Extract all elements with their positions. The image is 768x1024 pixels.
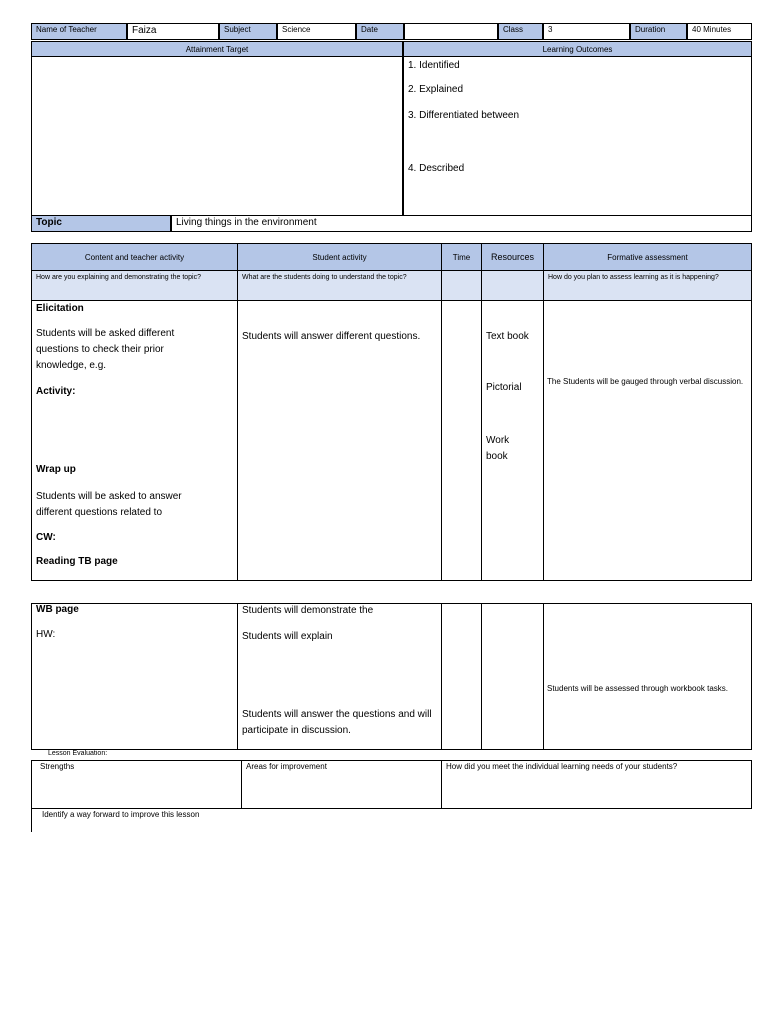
hw-label: HW:	[36, 629, 56, 640]
content-cell-2	[31, 603, 238, 750]
reading-tb-page: Reading TB page	[36, 556, 118, 567]
formative-text-2: Students will be assessed through workbook tasks.	[547, 684, 728, 693]
areas-label: Areas for improvement	[246, 762, 327, 771]
q-student: What are the students doing to understand the topic?	[237, 270, 442, 301]
col-time-header: Time	[441, 243, 482, 271]
date-value	[404, 23, 498, 40]
formative-text: The Students will be gauged through verbal discussion.	[547, 377, 744, 386]
subject-value: Science	[277, 23, 356, 40]
outcome-3: 3. Differentiated between	[408, 110, 520, 121]
student-activity-text: Students will answer different questions.	[242, 331, 421, 342]
wrap-up-heading: Wrap up	[36, 464, 76, 475]
resources-cell-2	[481, 603, 544, 750]
col-student-header: Student activity	[237, 243, 442, 271]
wrap-up-text: Students will be asked to answer different questions related to	[36, 491, 182, 518]
elicitation-text: Students will be asked different questions to check their prior knowledge, e.g.	[36, 328, 175, 371]
activity-heading: Activity:	[36, 386, 76, 397]
elicitation-heading: Elicitation	[36, 303, 84, 314]
student-answer-text: Students will answer the questions and will participate in discussion.	[242, 709, 432, 736]
col-formative-header: Formative assessment	[543, 243, 752, 271]
class-label: Class	[498, 23, 543, 40]
forward-left-border	[31, 808, 32, 832]
class-value: 3	[543, 23, 630, 40]
q-resources	[481, 270, 544, 301]
outcome-1: 1. Identified	[408, 60, 460, 71]
formative-cell-2	[543, 603, 752, 750]
duration-value: 40 Minutes	[687, 23, 752, 40]
areas-box	[241, 760, 442, 809]
resource-text-book: Text book	[486, 331, 529, 342]
strengths-label: Strengths	[40, 762, 75, 771]
wb-page-heading: WB page	[36, 604, 79, 615]
resources-cell	[481, 300, 544, 581]
duration-label: Duration	[630, 23, 687, 40]
attainment-target-header: Attainment Target	[31, 41, 403, 57]
time-cell	[441, 300, 482, 581]
outcome-2: 2. Explained	[408, 84, 464, 95]
student-demonstrate-text: Students will demonstrate the	[242, 605, 374, 616]
resource-pictorial: Pictorial	[486, 382, 522, 393]
learning-outcomes-header: Learning Outcomes	[403, 41, 752, 57]
student-explain-text: Students will explain	[242, 631, 333, 642]
col-resources-header: Resources	[481, 243, 544, 271]
content-cell	[31, 300, 238, 581]
student-cell	[237, 300, 442, 581]
student-cell-2	[237, 603, 442, 750]
date-label: Date	[356, 23, 404, 40]
outcome-4: 4. Described	[408, 163, 465, 174]
learning-outcomes-box	[403, 56, 752, 216]
q-content: How are you explaining and demonstrating the topic?	[31, 270, 238, 301]
col-content-header: Content and teacher activity	[31, 243, 238, 271]
resource-work-book: Work book	[486, 435, 510, 462]
cw-heading: CW:	[36, 532, 56, 543]
q-formative: How do you plan to assess learning as it is happening?	[543, 270, 752, 301]
time-cell-2	[441, 603, 482, 750]
needs-box	[441, 760, 752, 809]
q-time	[441, 270, 482, 301]
topic-label: Topic	[31, 215, 171, 232]
needs-label: How did you meet the individual learning needs of your students?	[446, 762, 678, 771]
strengths-box	[31, 760, 242, 809]
teacher-label: Name of Teacher	[31, 23, 127, 40]
topic-value: Living things in the environment	[171, 215, 752, 232]
attainment-target-box	[31, 56, 403, 216]
lesson-evaluation-title: Lesson Evaluation:	[48, 750, 108, 757]
subject-label: Subject	[219, 23, 277, 40]
formative-cell	[543, 300, 752, 581]
forward-label: Identify a way forward to improve this lesson	[42, 810, 200, 819]
teacher-value: Faiza	[127, 23, 219, 40]
